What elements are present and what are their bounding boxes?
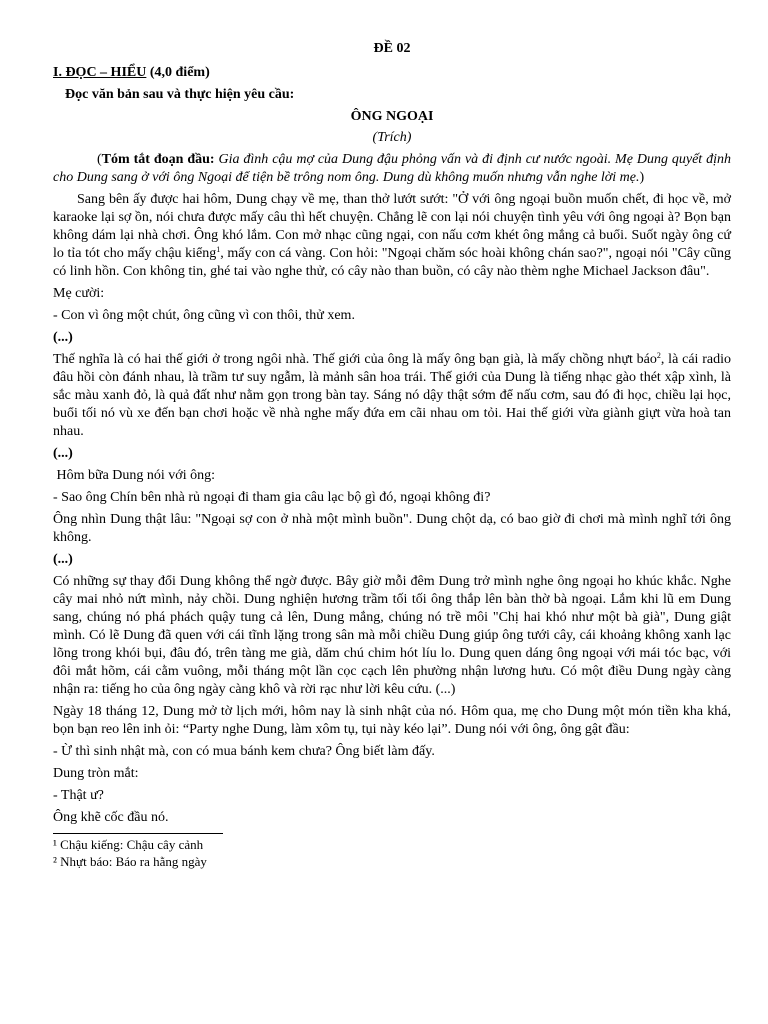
section-points: (4,0 điểm) [146,65,210,80]
body-paragraph-13: Ông khẽ cốc đầu nó. [53,810,169,825]
body-p4-part-b: , là cái radio đâu hồi còn đánh nhau, là trầm tư suy ngẫm, là mảnh sân hoa trái. Thế giới của Dung là tiếng nhạc gào thét xập xình, là sắc màu xanh đỏ, là quả đất như nằm gọn trong bàn tay. Sáng nó dậy thật sớm để nấu cơm, sau đó đi học, chiều lại học, buổi tối nó vù xe đến bạn chơi hoặc về nhà nghe mấy đứa em cãi nhau om tỏi. Hai thế giới vừa giành giựt vừa hoà tan nhau. [53,352,731,439]
body-p4-part-a: Thế nghĩa là có hai thế giới ở trong ngôi nhà. Thế giới của ông là mấy ông bạn già, là mấy chồng nhựt báo [53,352,657,367]
summary-close-paren: ) [639,170,645,185]
summary-open-paren: ( [97,152,102,167]
body-paragraph-10: - Ừ thì sinh nhật mà, con có mua bánh kem chưa? Ông biết làm đấy. [53,744,435,759]
footnote-ref-1: 1 [216,245,221,254]
body-paragraph-7: Ông nhìn Dung thật lâu: "Ngoại sợ con ở nhà một mình buồn". Dung chột dạ, có bao giờ đi chơi mà mình nghĩ tới ông không. [53,512,731,545]
section-title: I. ĐỌC – HIỂU [53,65,147,80]
ellipsis-marker: (...) [53,330,73,345]
body-p1-part-b: , mấy con cá vàng. Con hỏi: "Ngoại chăm sóc hoài không chán sao?", ngoại nói "Cây cũng có linh hồn. Con không tin, ghé tai vào nghe thử, có cây nào than buồn, có cây nào thèm nghe Michael Jackson đâu". [53,246,731,279]
section-heading [53,64,731,82]
summary-paragraph [53,151,731,187]
footnote-1: ¹ Chậu kiếng: Chậu cây cảnh [53,837,204,852]
body-paragraph-2: Mẹ cười: [53,286,105,301]
body-paragraph-3: - Con vì ông một chút, ông cũng vì con thôi, thử xem. [53,308,355,323]
body-paragraph-6: - Sao ông Chín bên nhà rủ ngoại đi tham gia câu lạc bộ gì đó, ngoại không đi? [53,490,491,505]
body-paragraph-5: Hôm bữa Dung nói với ông: [53,468,215,483]
body-paragraph-12: - Thật ư? [53,788,104,803]
body-paragraph-4 [53,351,731,441]
footnote-divider [53,833,223,834]
body-paragraph-1 [53,191,731,281]
footnote-2: ² Nhựt báo: Báo ra hằng ngày [53,854,207,869]
summary-text: Gia đình cậu mợ của Dung đậu phỏng vấn và đi định cư nước ngoài. Mẹ Dung quyết định cho Dung sang ở với ông Ngoại để tiện bề trông nom ông. Dung dù không muốn nhưng vẫn nghe lời mẹ. [53,152,731,185]
summary-label: Tóm tắt đoạn đầu: [101,152,215,167]
document-content [53,40,731,870]
exam-title: ĐỀ 02 [373,41,411,56]
body-paragraph-8: Có những sự thay đổi Dung không thể ngờ được. Bây giờ mỗi đêm Dung trở mình nghe ông ngoại ho khúc khắc. Nghe cây mai nhỏ nứt mình, nảy chồi. Dung nghiện hương trầm tối tối ông thắp lên bàn thờ bà ngoại. Lắm khi lũ em Dung sang, chúng nó phá phách quậy tung cả lên, Dung mắng, chúng nó trề môi "Chị hai khó như một bà già", Dung giật mình. Có lẽ Dung đã quen với cái tĩnh lặng trong sân mà mỗi chiều Dung giúp ông tưới cây, cái khoảng không xanh lạc lõng trong khói bụi, đâu đó, trên tàng me già, dăm chú chim hót líu lo. Dung quen dáng ông ngoại với mái tóc bạc, với đôi mắt hõm, cái cằm vuông, mỗi tháng một lần cọc cạch lên phường nhận lương hưu. Có một điều Dung ngày càng nhận ra: tiếng ho của ông ngày càng khô và rời rạc như lời kêu cứu. (...) [53,574,731,697]
instruction: Đọc văn bản sau và thực hiện yêu cầu: [65,87,295,102]
body-paragraph-9: Ngày 18 tháng 12, Dung mở tờ lịch mới, hôm nay là sinh nhật của nó. Hôm qua, mẹ cho Dung một món tiền kha khá, bọn bạn reo lên inh ỏi: “Party nghe Dung, làm xôm tụ, tụi này kéo lại”. Dung nói với ông, ông gật đầu: [53,704,731,737]
story-title: ÔNG NGOẠI [350,109,434,124]
body-paragraph-11: Dung tròn mắt: [53,766,139,781]
footnote-ref-2: 2 [656,351,661,360]
excerpt-note: (Trích) [372,130,412,145]
ellipsis-marker: (...) [53,552,73,567]
ellipsis-marker: (...) [53,446,73,461]
body-p1-part-a: Sang bên ấy được hai hôm, Dung chạy về mẹ, than thở lướt sướt: "Ở với ông ngoại buồn muốn chết, đi học về, mở karaoke lại sợ ồn, nói chưa được mấy câu thì hết chuyện. Chẳng lẽ con lại nói chuyện tình yêu với ông ngoại à? Bọn bạn không dám lại nhà chơi. Ông khó lắm. Con mở nhạc cũng ngại, con nấu cơm khét ông mắng cả buổi. Suốt ngày ông cứ lo tỉa tót cho mấy chậu kiểng [53,192,731,261]
